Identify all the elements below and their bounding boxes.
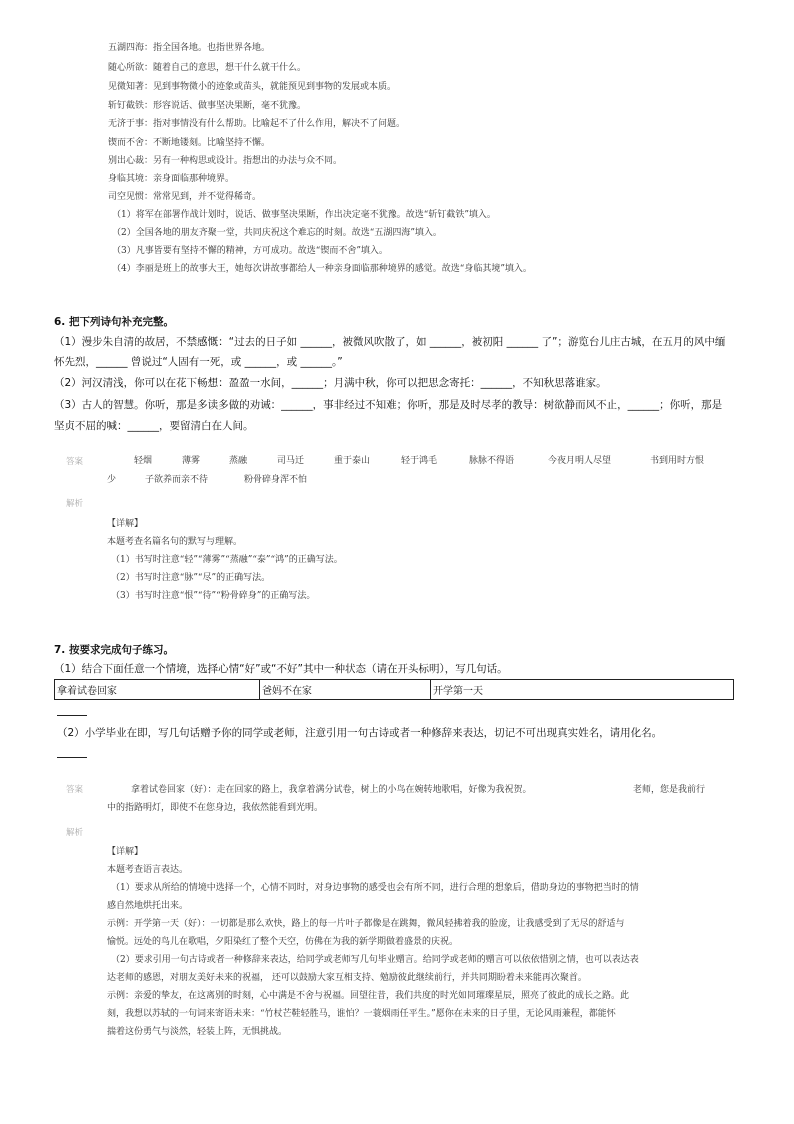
question-title: 6. 把下列诗句补充完整。: [54, 316, 174, 328]
option-cell: 爸妈不在家: [260, 680, 431, 700]
definition-line: 随心所欲：随着自己的意思，想干什么就干什么。: [108, 63, 307, 73]
answer-item: 今夜月明人尽望: [548, 456, 612, 466]
question-text: （3）古人的智慧。你听，那是多读多做的劝诫：______，事非经过不知难；你听，那是及时尽孝的教导：树欲静而风不止，______；你听，那是: [54, 399, 723, 411]
definition-line: 身临其境：亲身面临那种境界。: [108, 174, 235, 184]
answer-line: 老师，您是我前行: [633, 785, 706, 795]
answer-line: 中的指路明灯，即使不在您身边，我依然能看到光明。: [107, 803, 324, 813]
analysis-tag: 解析: [66, 828, 84, 838]
option-cell: 拿着试卷回家: [55, 680, 260, 700]
answer-tag: 答案: [66, 785, 84, 795]
answer-item: 粉骨碎身浑不怕: [244, 475, 308, 485]
answer-line: 拿着试卷回家（好）：走在回家的路上，我拿着满分试卷，树上的小鸟在婉转地歌唱，好像为我祝贺。: [131, 785, 532, 795]
detail-line: （1）书写时注意“轻”“薄雾”“蒸融”“泰”“鸿”的正确写法。: [111, 555, 343, 565]
answer-item: 蒸融: [229, 456, 248, 466]
answer-item: 少: [107, 475, 117, 485]
definition-line: 五湖四海：指全国各地。也指世界各地。: [108, 43, 271, 53]
answer-blank[interactable]: [57, 715, 87, 716]
definition-line: 别出心裁：另有一种构思或设计。指想出的办法与众不同。: [108, 156, 343, 166]
answer-item: 脉脉不得语: [469, 456, 515, 466]
analysis-tag: 解析: [66, 499, 84, 509]
answer-item: 书到用时方恨: [650, 456, 705, 466]
answer-item: 轻烟: [134, 456, 153, 466]
definition-line: 斩钉截铁：形容说话、做事坚决果断，毫不犹豫。: [108, 101, 307, 111]
detail-line: 示例：亲爱的挚友，在这离别的时刻，心中满是不舍与祝福。回望往昔，我们共度的时光如同璀璨星辰，照亮了彼此的成长之路。此: [107, 991, 630, 1001]
detail-line: 愉悦。远处的鸟儿在歌唱，夕阳染红了整个天空，仿佛在为我的新学期做着盛景的庆祝。: [107, 937, 459, 947]
definition-line: 见微知著：见到事物微小的迹象或苗头，就能预见到事物的发展或本质。: [108, 82, 397, 92]
detail-line: （2）要求引用一句古诗或者一种修辞来表达，给同学或老师写几句毕业赠言。给同学或老师的赠言可以依依惜别之情，也可以表达表: [111, 955, 639, 965]
detail-line: 感自然地烘托出来。: [107, 901, 189, 911]
question-text: 怀先烈，______ 曾说过“人固有一死，或 ______，或 ______。”: [54, 356, 343, 368]
question-text: （2）河汉清浅，你可以在花下畅想：盈盈一水间，______；月满中秋，你可以把思念寄托：______，不知秋思落谁家。: [54, 377, 607, 389]
question-text: （2）小学毕业在即，写几句话赠予你的同学或老师，注意引用一句古诗或者一种修辞来表达，切记不可出现真实姓名，请用化名。: [57, 727, 663, 739]
question-text: 坚贞不屈的喊：______，要留清白在人间。: [54, 420, 254, 432]
answer-line: （4）李丽是班上的故事大王，她每次讲故事都给人一种亲身面临那种境界的感觉。故选“身临其境”填入。: [112, 264, 532, 274]
detail-label: 【详解】: [107, 847, 144, 857]
question-title: 7. 按要求完成句子练习。: [54, 644, 174, 656]
definition-line: 无济于事：指对事情没有什么帮助。比喻起不了什么作用，解决不了问题。: [108, 119, 406, 129]
answer-item: 子欲养而亲不待: [145, 475, 209, 485]
answer-line: （3）凡事皆要有坚持不懈的精神，方可成功。故选“锲而不舍”填入。: [112, 246, 388, 256]
answer-item: 薄雾: [182, 456, 201, 466]
definition-line: 司空见惯：常常见到，并不觉得稀奇。: [108, 192, 262, 202]
question-text: （1）漫步朱自清的故居，不禁感慨：“过去的日子如 ______，被微风吹散了，如 ______，被初阳 ______ 了”；游览台儿庄古城，在五月的风中缅: [54, 336, 726, 348]
option-cell: 开学第一天: [431, 680, 734, 700]
question-text: （1）结合下面任意一个情境，选择心情“好”或“不好”其中一种状态（请在开头标明），写几句话。: [54, 663, 508, 675]
detail-line: 达老师的感恩，对朋友美好未来的祝福， 还可以鼓励大家互相支持、勉励彼此继续前行，并共同期盼着未来能再次聚首。: [107, 973, 587, 983]
situation-options-table: [54, 679, 734, 700]
answer-tag: 答案: [66, 457, 84, 467]
detail-label: 【详解】: [107, 519, 144, 529]
answer-item: 重于泰山: [334, 456, 371, 466]
detail-line: 揣着这份勇气与淡然，轻装上阵，无惧挑战。: [107, 1027, 288, 1037]
detail-line: 本题考查语言表达。: [107, 865, 189, 875]
answer-blank[interactable]: [57, 757, 87, 758]
detail-line: （3）书写时注意“恨”“待”“粉骨碎身”的正确写法。: [111, 591, 316, 601]
detail-line: （2）书写时注意“脉”“尽”的正确写法。: [111, 573, 271, 583]
answer-item: 轻于鸿毛: [401, 456, 438, 466]
answer-item: 司马迁: [277, 456, 305, 466]
definition-line: 锲而不舍：不断地镂刻。比喻坚持不懈。: [108, 138, 271, 148]
detail-line: 刻，我想以苏轼的一句词来寄语未来：“竹杖芒鞋轻胜马，谁怕？一蓑烟雨任平生。”愿你在未来的日子里，无论风雨兼程，都能怀: [107, 1009, 616, 1019]
detail-line: （1）要求从所给的情境中选择一个，心情不同时，对身边事物的感受也会有所不同，进行合理的想象后，借助身边的事物把当时的情: [111, 883, 639, 893]
answer-line: （1）将军在部署作战计划时，说话、做事坚决果断，作出决定毫不犹豫。故选“斩钉截铁”填入。: [112, 210, 496, 220]
detail-line: 示例：开学第一天（好）：一切都是那么欢快，路上的每一片叶子都像是在跳舞，微风轻拂着我的脸庞，让我感受到了无尽的舒适与: [107, 919, 625, 929]
detail-line: 本题考查名篇名句的默写与理解。: [107, 537, 243, 547]
answer-line: （2）全国各地的朋友齐聚一堂，共同庆祝这个难忘的时刻。故选“五湖四海”填入。: [112, 228, 442, 238]
